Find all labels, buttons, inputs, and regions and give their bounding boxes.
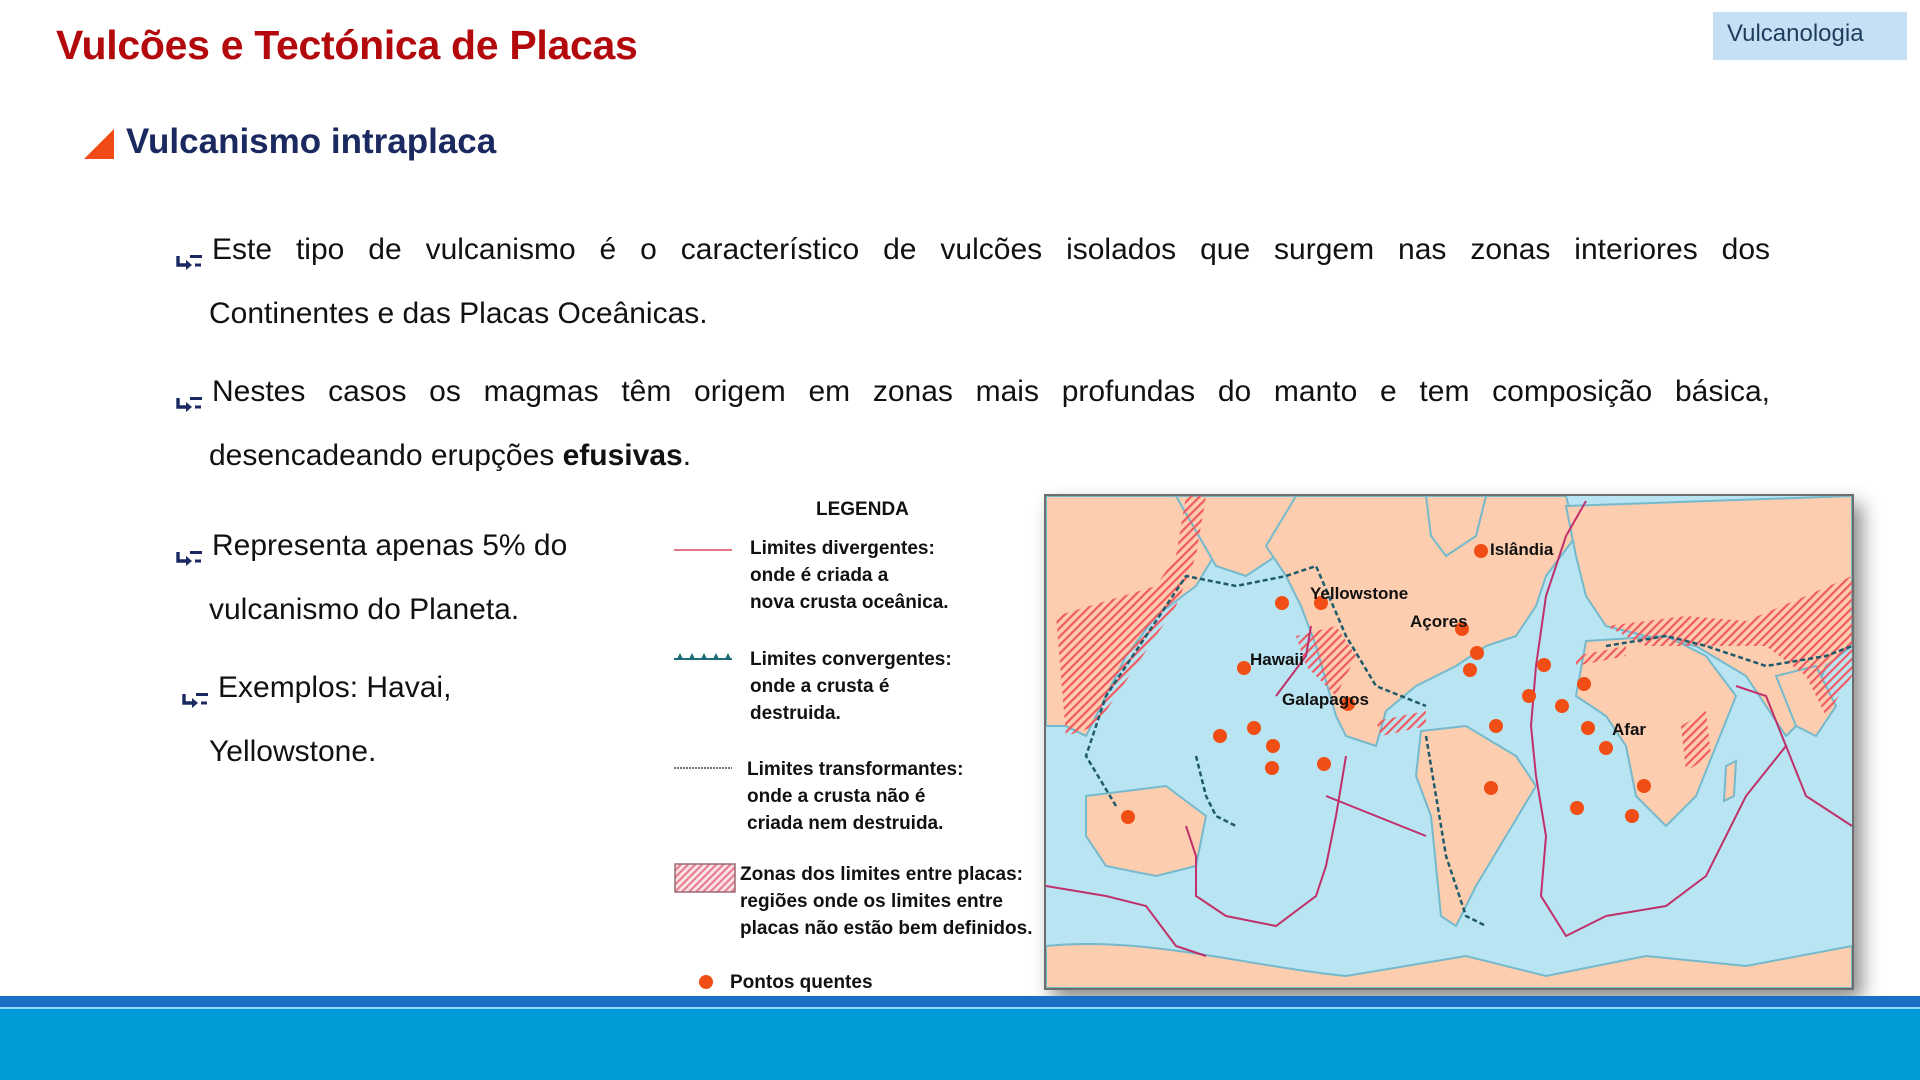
map-label-hawaii: Hawaii — [1250, 650, 1304, 669]
legend-title: LEGENDA — [816, 499, 909, 520]
hotspot-dot-icon — [698, 974, 714, 990]
footer-band-dark — [0, 996, 1920, 1007]
triangle-bullet-icon — [84, 129, 114, 159]
return-arrow-bullet-icon — [176, 529, 204, 549]
bullet-3-line-2: vulcanismo do Planeta. — [209, 593, 520, 626]
emphasis-efusivas: efusivas — [562, 439, 683, 472]
map-label-galapagos: Galapagos — [1282, 690, 1369, 709]
legend-item-hotspots: Pontos quentes — [730, 972, 873, 993]
legend-item-convergent: Limites convergentes: onde a crusta é destruida. — [750, 649, 952, 724]
bullet-1-line-1: Este tipo de vulcanismo é o característico de vulcões isolados que surgem nas zonas interiores dos — [176, 218, 1770, 282]
legend-item-hatched-zone: Zonas dos limites entre placas: regiões onde os limites entre placas não estão bem definidos. — [740, 864, 1033, 939]
legend-item-divergent: Limites divergentes: onde é criada a nova crusta oceânica. — [750, 538, 949, 613]
bullet-4-line-1: Exemplos: Havai, — [182, 656, 451, 720]
convergent-boundary-symbol-icon — [674, 651, 734, 661]
legend-item-transform: Limites transformantes: onde a crusta não é criada nem destruida. — [747, 759, 964, 834]
transform-boundary-symbol-icon — [674, 765, 734, 771]
map-label-islandia: Islândia — [1490, 540, 1554, 559]
divergent-boundary-symbol-icon — [674, 547, 734, 553]
bullet-1-line-2: Continentes e das Placas Oceânicas. — [209, 297, 708, 330]
return-arrow-bullet-icon — [176, 375, 204, 395]
slide-title: Vulcões e Tectónica de Placas — [56, 22, 638, 68]
map-label-acores: Açores — [1410, 612, 1468, 631]
bullet-3-line-1: Representa apenas 5% do — [176, 514, 567, 578]
map-label-yellowstone: Yellowstone — [1310, 584, 1409, 603]
return-arrow-bullet-icon — [182, 671, 210, 691]
world-map-illustration — [1046, 496, 1852, 988]
hatched-zone-symbol-icon — [674, 863, 736, 893]
map-legend — [670, 495, 1050, 995]
bullet-4-line-2: Yellowstone. — [209, 735, 377, 768]
topic-tag: Vulcanologia — [1713, 12, 1907, 60]
map-label-afar: Afar — [1612, 720, 1647, 739]
section-title: Vulcanismo intraplaca — [126, 122, 497, 161]
bullet-2-line-1: Nestes casos os magmas têm origem em zonas mais profundas do manto e tem composição básica, — [176, 360, 1770, 424]
bullet-2-line-2: desencadeando erupções efusivas. — [209, 439, 692, 472]
footer-band — [0, 1009, 1920, 1080]
section-heading — [84, 122, 496, 162]
return-arrow-bullet-icon — [176, 233, 204, 253]
tectonic-plates-world-map — [1044, 494, 1854, 990]
